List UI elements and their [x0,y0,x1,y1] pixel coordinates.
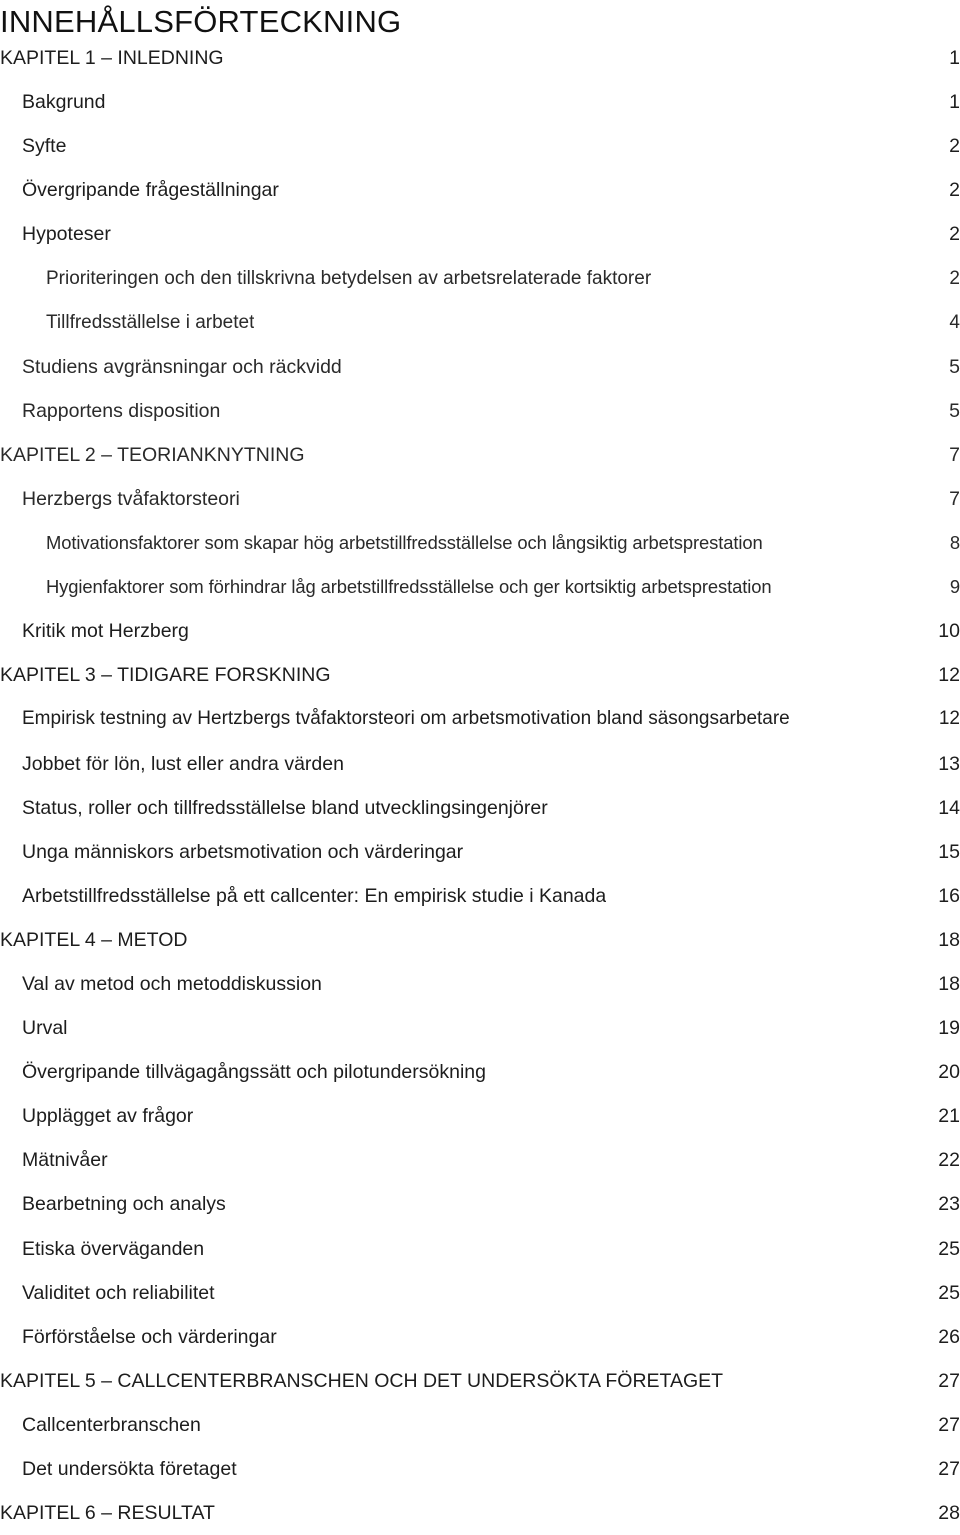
toc-entry[interactable] [0,697,960,741]
toc-entry[interactable] [0,1271,960,1315]
toc-entry[interactable] [0,168,960,212]
toc-entry-page-number: 23 [938,1193,960,1216]
toc-entry-page-number: 8 [949,532,960,554]
toc-entry-label: Bearbetning och analys [22,1193,226,1216]
toc-entry[interactable] [0,256,960,300]
toc-entry-label: KAPITEL 1 – INLEDNING [0,47,224,70]
toc-entry[interactable] [0,653,960,697]
toc-entry[interactable] [0,786,960,830]
toc-entry[interactable] [0,521,960,565]
toc-entry-label: Kritik mot Herzberg [22,620,189,643]
toc-entry[interactable] [0,1182,960,1226]
toc-entry[interactable] [0,742,960,786]
toc-entry[interactable] [0,830,960,874]
toc-entry-label: Hygienfaktorer som förhindrar låg arbetstillfredsställelse och ger kortsiktig arbetsprestation [46,576,772,598]
toc-entry-label: KAPITEL 6 – RESULTAT [0,1502,215,1525]
toc-entry-page-number: 2 [949,267,960,289]
table-of-contents [0,36,960,1535]
toc-entry-label: Etiska överväganden [22,1237,205,1260]
toc-entry-label: Hypoteser [22,223,111,246]
toc-entry-page-number: 10 [938,620,960,643]
toc-entry-page-number: 25 [938,1281,960,1304]
toc-entry[interactable] [0,212,960,256]
toc-entry-page-number: 5 [949,355,960,378]
toc-entry[interactable] [0,918,960,962]
toc-entry[interactable] [0,1006,960,1050]
toc-entry-page-number: 12 [938,664,960,687]
toc-entry-page-number: 7 [949,487,960,510]
toc-entry-page-number: 26 [938,1325,960,1348]
toc-entry[interactable] [0,1447,960,1491]
toc-entry-page-number: 2 [949,179,960,202]
toc-entry-page-number: 1 [949,47,960,70]
toc-entry-page-number: 27 [938,1369,960,1392]
toc-entry-page-number: 13 [938,752,960,775]
toc-entry-page-number: 27 [938,1458,960,1481]
toc-entry-page-number: 7 [949,443,960,466]
toc-entry[interactable] [0,565,960,609]
toc-entry[interactable] [0,1359,960,1403]
toc-entry-label: Övergripande tillvägagångssätt och pilotundersökning [22,1061,486,1084]
toc-entry-label: Callcenterbranschen [22,1413,201,1436]
toc-entry-page-number: 18 [938,928,960,951]
toc-entry[interactable] [0,433,960,477]
toc-entry-label: Övergripande frågeställningar [22,179,279,202]
toc-entry-page-number: 1 [949,91,960,114]
toc-entry-label: Rapportens disposition [22,399,221,422]
toc-entry[interactable] [0,477,960,521]
toc-entry-page-number: 14 [938,796,960,819]
toc-entry[interactable] [0,389,960,433]
toc-entry-label: Validitet och reliabilitet [22,1281,215,1304]
toc-entry-page-number: 9 [949,576,960,598]
toc-entry-label: Status, roller och tillfredsställelse bland utvecklingsingenjörer [22,796,548,819]
toc-entry-label: Val av metod och metoddiskussion [22,973,322,996]
toc-entry-page-number: 2 [949,135,960,158]
toc-entry-page-number: 4 [949,311,960,333]
toc-entry[interactable] [0,1227,960,1271]
toc-entry[interactable] [0,1138,960,1182]
toc-entry[interactable] [0,80,960,124]
toc-entry-label: Syfte [22,135,67,158]
toc-entry-label: Motivationsfaktorer som skapar hög arbetstillfredsställelse och långsiktig arbetsprestation [46,532,763,554]
toc-entry-label: Jobbet för lön, lust eller andra värden [22,752,344,775]
toc-entry-page-number: 12 [938,708,960,730]
toc-entry-label: Arbetstillfredsställelse på ett callcenter: En empirisk studie i Kanada [22,884,607,907]
toc-entry-page-number: 15 [938,840,960,863]
toc-entry-label: Tillfredsställelse i arbetet [46,311,255,333]
toc-entry-label: Mätnivåer [22,1149,108,1172]
toc-entry[interactable] [0,1050,960,1094]
toc-entry[interactable] [0,874,960,918]
toc-entry-page-number: 21 [938,1105,960,1128]
toc-entry-label: Studiens avgränsningar och räckvidd [22,355,342,378]
toc-entry[interactable] [0,1094,960,1138]
toc-entry-label: Urval [22,1017,68,1040]
toc-entry-label: Bakgrund [22,91,106,114]
toc-entry-page-number: 16 [938,884,960,907]
toc-entry-page-number: 22 [938,1149,960,1172]
toc-entry-page-number: 5 [949,399,960,422]
toc-entry[interactable] [0,124,960,168]
toc-entry[interactable] [0,962,960,1006]
toc-entry[interactable] [0,301,960,345]
toc-entry-label: Upplägget av frågor [22,1105,194,1128]
toc-entry-label: Prioriteringen och den tillskrivna betydelsen av arbetsrelaterade faktorer [46,267,652,289]
page-title: INNEHÅLLSFÖRTECKNING [0,4,402,39]
toc-entry-page-number: 25 [938,1237,960,1260]
toc-entry-label: Unga människors arbetsmotivation och värderingar [22,840,464,863]
toc-entry-label: KAPITEL 2 – TEORIANKNYTNING [0,443,305,466]
toc-entry-label: Förförståelse och värderingar [22,1325,277,1348]
toc-entry[interactable] [0,345,960,389]
toc-entry-label: Empirisk testning av Hertzbergs tvåfaktorsteori om arbetsmotivation bland säsongsarbetare [22,708,790,730]
toc-entry[interactable] [0,1403,960,1447]
toc-entry-page-number: 28 [938,1502,960,1525]
toc-entry[interactable] [0,1491,960,1535]
toc-entry-page-number: 20 [938,1061,960,1084]
toc-entry-label: KAPITEL 4 – METOD [0,928,188,951]
toc-entry-page-number: 2 [949,223,960,246]
toc-entry[interactable] [0,36,960,80]
toc-entry-label: KAPITEL 5 – CALLCENTERBRANSCHEN OCH DET UNDERSÖKTA FÖRETAGET [0,1369,724,1392]
toc-entry-page-number: 27 [938,1413,960,1436]
toc-entry-label: Det undersökta företaget [22,1458,237,1481]
toc-entry-label: Herzbergs tvåfaktorsteori [22,487,240,510]
toc-entry-label: KAPITEL 3 – TIDIGARE FORSKNING [0,664,331,687]
toc-entry-page-number: 19 [938,1017,960,1040]
toc-entry[interactable] [0,1315,960,1359]
toc-entry[interactable] [0,609,960,653]
toc-entry-page-number: 18 [938,973,960,996]
